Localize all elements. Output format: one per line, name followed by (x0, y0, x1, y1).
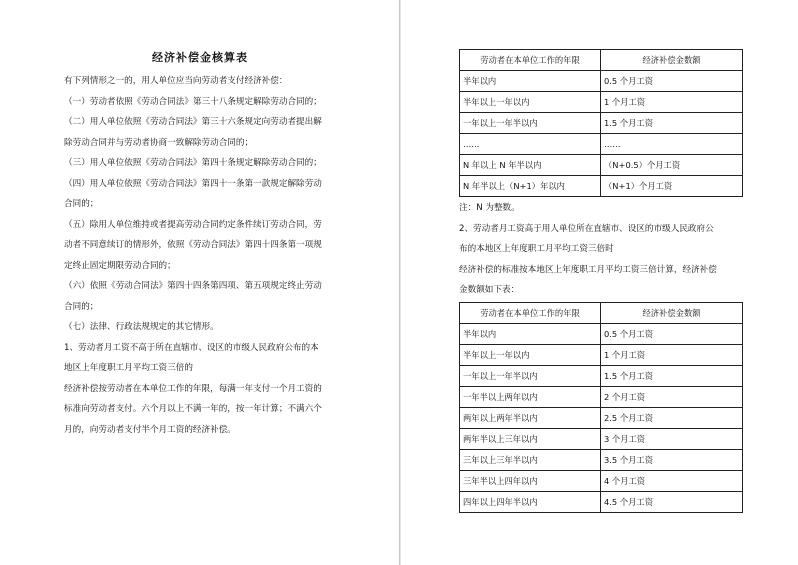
text-line: 2、劳动者月工资高于用人单位所在直辖市、设区的市级人民政府公 (459, 223, 714, 234)
table-cell: 半年以上一年以内 (460, 345, 601, 366)
table-cell: 0.5 个月工资 (601, 324, 743, 345)
text-line: 定终止固定期限劳动合同的； (64, 260, 176, 271)
table-header: 劳动者在本单位工作的年限 (460, 50, 601, 71)
table-cell: 2 个月工资 (601, 387, 743, 408)
table-cell: 2.5 个月工资 (601, 408, 743, 429)
table-row (460, 71, 743, 92)
text-line: （二）用人单位依照《劳动合同法》第三十六条规定向劳动者提出解 (64, 117, 322, 127)
table-cell: …… (601, 134, 743, 155)
text-line: 除劳动合同并与劳动者协商一致解除劳动合同的； (64, 137, 254, 148)
table-cell: 两年以上两年半以内 (460, 408, 601, 429)
table-cell: 三年以上三年半以内 (460, 450, 601, 471)
table-cell: 半年以内 (460, 324, 601, 345)
table-cell: 1.5 个月工资 (601, 113, 743, 134)
table-cell: 半年以内 (460, 71, 601, 92)
text-line: 有下列情形之一的，用人单位应当向劳动者支付经济补偿： (64, 76, 288, 86)
table-cell: 1.5 个月工资 (601, 366, 743, 387)
table-row (460, 450, 743, 471)
table-row (460, 176, 743, 197)
text-line: 金数额如下表： (459, 285, 520, 295)
text-line: （六）依照《劳动合同法》第四十四条第四项、第五项规定终止劳动 (64, 281, 322, 291)
document-title: 经济补偿金核算表 (152, 51, 248, 64)
table-row (460, 387, 743, 408)
text-line: 注：N 为整数。 (459, 203, 520, 213)
text-line: 动者不同意续订的情形外，依照《劳动合同法》第四十四条第一项规 (64, 240, 322, 250)
table-row (460, 429, 743, 450)
table-cell: 四年以上四年半以内 (460, 492, 601, 513)
table-cell: 两年半以上三年以内 (460, 429, 601, 450)
table-cell: 4.5 个月工资 (601, 492, 743, 513)
text-line: 标准向劳动者支付。六个月以上不满一年的，按一年计算；不满六个 (64, 404, 322, 414)
table-cell: 1 个月工资 (601, 345, 743, 366)
table-row (460, 345, 743, 366)
table-cell: 一年以上一年半以内 (460, 366, 601, 387)
text-line: 地区上年度职工月平均工资三倍的 (64, 363, 193, 373)
table-header: 劳动者在本单位工作的年限 (460, 303, 601, 324)
text-line: 经济补偿按劳动者在本单位工作的年限，每满一年支付一个月工资的 (64, 383, 322, 394)
table-cell: 一年以上一年半以内 (460, 113, 601, 134)
table-cell: 3.5 个月工资 (601, 450, 743, 471)
table-row (460, 324, 743, 345)
text-line: （四）用人单位依照《劳动合同法》第四十一条第一款规定解除劳动 (64, 178, 322, 189)
text-line: （七）法律、行政法规规定的其它情形。 (64, 322, 219, 332)
table-cell: 4 个月工资 (601, 471, 743, 492)
compensation-table-2 (459, 302, 743, 513)
table-cell: 半年以上一年以内 (460, 92, 601, 113)
table-row (460, 113, 743, 134)
text-line: 月的，向劳动者支付半个月工资的经济补偿。 (64, 424, 236, 435)
text-line: （一）劳动者依照《劳动合同法》第三十八条规定解除劳动合同的； (64, 96, 322, 107)
text-line: 合同的； (64, 199, 99, 209)
table-cell: （N+0.5）个月工资 (601, 155, 743, 176)
table-row (460, 155, 743, 176)
table-cell: N 年以上 N 年半以内 (460, 155, 601, 176)
compensation-table-1 (459, 49, 743, 197)
table-cell: 3 个月工资 (601, 429, 743, 450)
text-line: 经济补偿的标准按本地区上年度职工月平均工资三倍计算，经济补偿 (459, 264, 717, 275)
text-line: 1、劳动者月工资不高于所在直辖市、设区的市级人民政府公布的本 (64, 342, 319, 353)
table-row (460, 471, 743, 492)
text-line: 合同的； (64, 301, 99, 312)
table-row (460, 134, 743, 155)
table-cell: …… (460, 134, 601, 155)
table-cell: 三年半以上四年以内 (460, 471, 601, 492)
right-body-text (459, 198, 759, 301)
text-line: （五）除用人单位维持或者提高劳动合同约定条件续订劳动合同，劳 (64, 219, 322, 230)
table-cell: 0.5 个月工资 (601, 71, 743, 92)
table-header-row (460, 50, 743, 71)
text-line: 布的本地区上年度职工月平均工资三倍时 (459, 244, 614, 254)
right-page (401, 0, 798, 565)
table-cell: 1 个月工资 (601, 92, 743, 113)
left-body-text (64, 71, 342, 440)
table-row (460, 492, 743, 513)
table-row (460, 408, 743, 429)
table-cell: 一年半以上两年以内 (460, 387, 601, 408)
table-cell: （N+1）个月工资 (601, 176, 743, 197)
text-line: （三）用人单位依照《劳动合同法》第四十条规定解除劳动合同的； (64, 158, 322, 168)
table-row (460, 366, 743, 387)
table-header: 经济补偿金数额 (601, 50, 743, 71)
table-header: 经济补偿金数额 (601, 303, 743, 324)
table-header-row (460, 303, 743, 324)
table-row (460, 92, 743, 113)
table-cell: N 年半以上（N+1）年以内 (460, 176, 601, 197)
